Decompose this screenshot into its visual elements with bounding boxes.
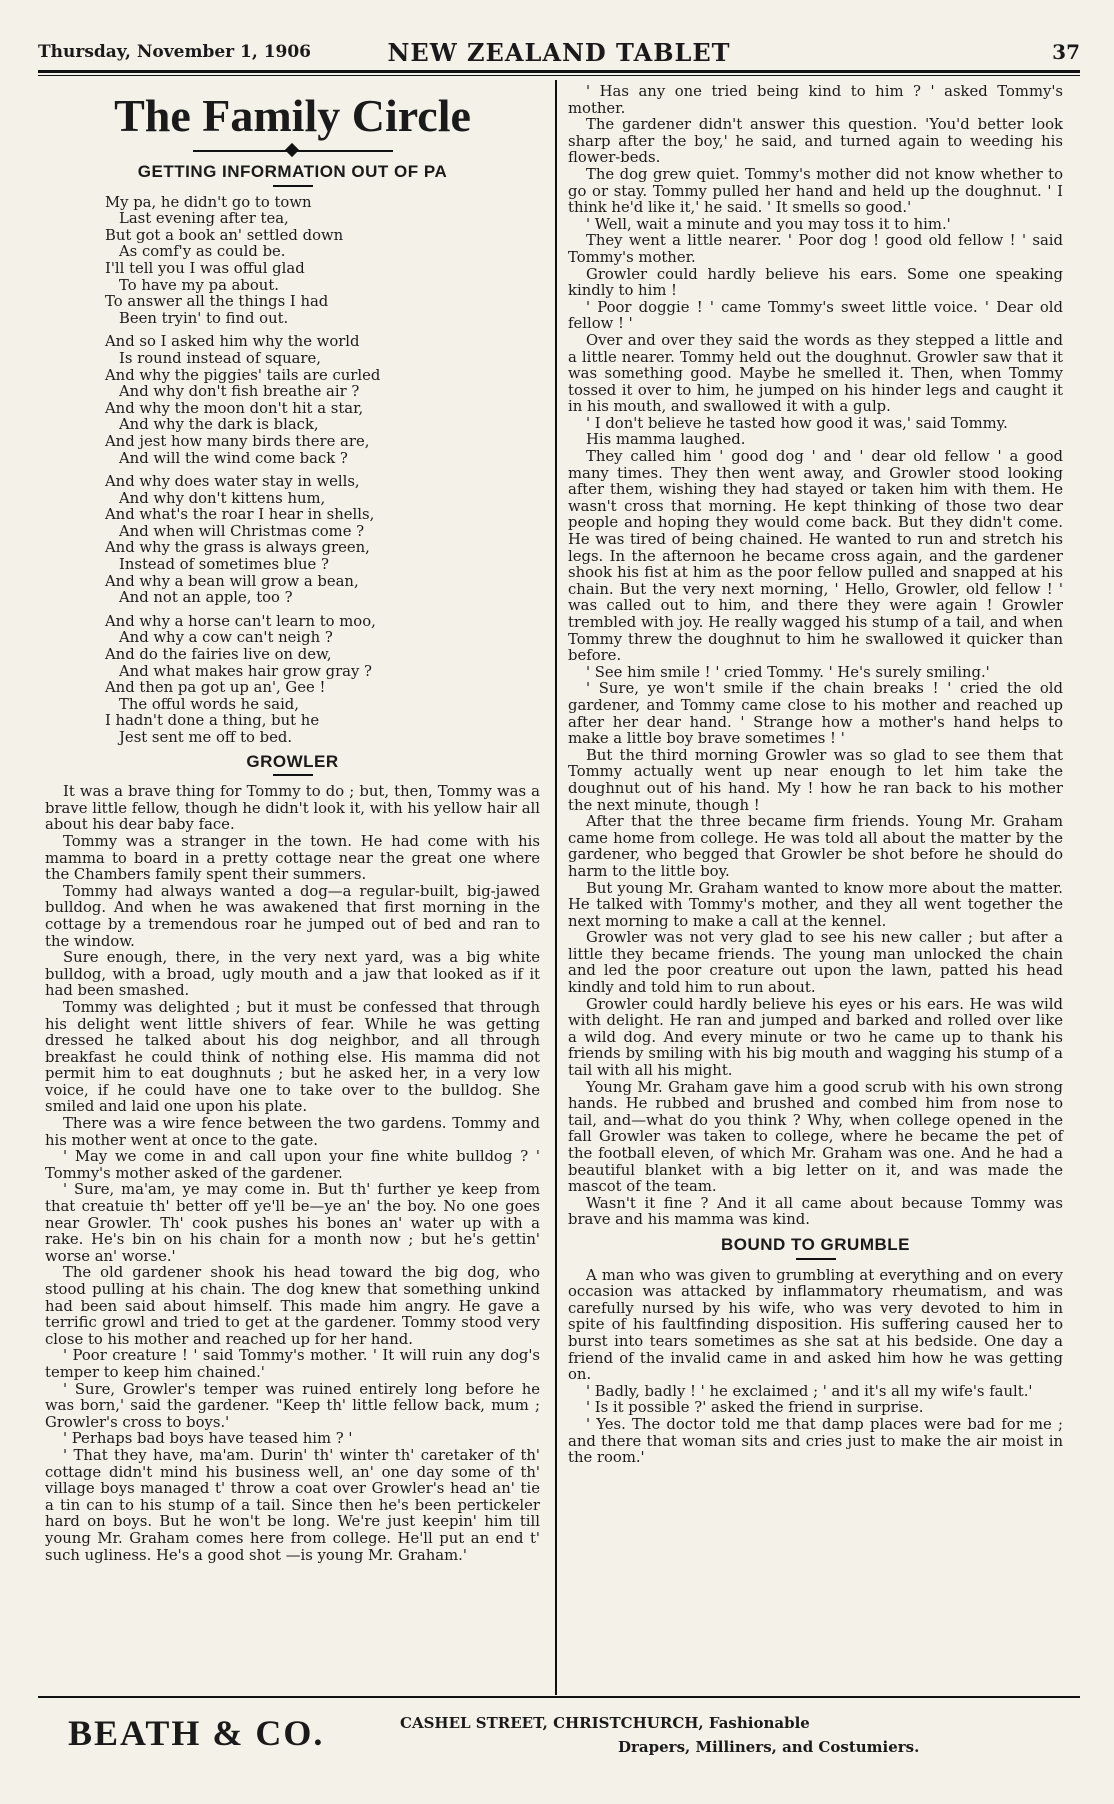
paragraph: ' Sure, Growler's temper was ruined entirely long before he was born,' said the gardener. "Keep th' little fellow back, mum ; Growler's cross to boys.' — [45, 1380, 540, 1431]
ad-trades: Drapers, Milliners, and Costumiers. — [618, 1738, 920, 1756]
paragraph: They went a little nearer. ' Poor dog ! good old fellow ! ' said Tommy's mother. — [568, 232, 1063, 266]
poem-line: And why don't fish breathe air ? — [119, 383, 360, 401]
story-body — [45, 784, 540, 1564]
poem-title: GETTING INFORMATION OUT OF PA — [137, 162, 448, 181]
poem-stanza — [105, 474, 540, 607]
poem-line: And why a cow can't neigh ? — [119, 629, 333, 647]
poem-line: To answer all the things I had — [105, 293, 329, 311]
page-number: 37 — [1052, 40, 1080, 64]
paragraph: ' Sure, ye won't smile if the chain breaks ! ' cried the old gardener, and Tommy came close to his mother and reached up after her dear hand. ' Strange how a mother's hand helps to make a little boy brave sometimes ! ' — [568, 680, 1063, 748]
story-continued — [568, 84, 1063, 1229]
paragraph: The gardener didn't answer this question. 'You'd better look sharp after the boy,' he said, and turned again to weeding his flower-beds. — [568, 116, 1063, 167]
paragraph: ' See him smile ! ' cried Tommy. ' He's surely smiling.' — [586, 663, 990, 681]
issue-date: Thursday, November 1, 1906 — [38, 42, 312, 62]
paragraph: Sure enough, there, in the very next yard, was a big white bulldog, with a broad, ugly mouth and a jaw that looked as if it had been smashed. — [45, 949, 540, 1000]
poem-line: I'll tell you I was offul glad — [105, 259, 305, 277]
poem-line: And what makes hair grow gray ? — [119, 662, 372, 680]
poem-stanza — [105, 195, 540, 328]
paragraph: ' I don't believe he tasted how good it was,' said Tommy. — [586, 414, 1008, 432]
paragraph: ' Perhaps bad boys have teased him ? ' — [63, 1430, 353, 1448]
paragraph: Growler could hardly believe his ears. Some one speaking kindly to him ! — [568, 265, 1063, 300]
footer-rule — [38, 1696, 1080, 1698]
paragraph: ' Is it possible ?' asked the friend in surprise. — [586, 1399, 924, 1417]
poem-line: And why the grass is always green, — [105, 539, 370, 557]
paragraph: But young Mr. Graham wanted to know more about the matter. He talked with Tommy's mother, and they all went together the next morning to make a call at the kennel. — [568, 879, 1063, 930]
paragraph: ' Well, wait a minute and you may toss it to him.' — [586, 215, 951, 233]
paragraph: It was a brave thing for Tommy to do ; but, then, Tommy was a brave little fellow, though he didn't look it, with his yellow hair all about his dear baby face. — [45, 783, 540, 834]
paragraph: Over and over they said the words as they stepped a little and a little nearer. Tommy held out the doughnut. Growler saw that it was something good. Maybe he smelled it. Then, when Tommy tossed it over to him, he jumped on his hinder legs and caught it in his mouth, and swallowed it with a gulp. — [568, 331, 1063, 416]
paragraph: ' Poor creature ! ' said Tommy's mother. ' It will ruin any dog's temper to keep him chained.' — [45, 1347, 540, 1381]
paragraph: Tommy was a stranger in the town. He had come with his mamma to board in a pretty cottage near the great one where the Chambers family spent their summers. — [45, 832, 540, 884]
paragraph: ' Poor doggie ! ' came Tommy's sweet little voice. ' Dear old fellow ! ' — [568, 298, 1063, 333]
story-title: GROWLER — [246, 751, 339, 771]
paragraph: ' Badly, badly ! ' he exclaimed ; ' and it's all my wife's fault.' — [586, 1382, 1033, 1400]
poem-line: And why the moon don't hit a star, — [105, 399, 364, 417]
paragraph: Tommy was delighted ; but it must be confessed that through his delight went little shivers of fear. While he was getting dressed he talked about his dog neighbor, and all through breakfast he could think of nothing else. His mamma did not permit him to eat doughnuts ; but he asked her, in a very low voice, if he could have one to take over to the bulldog. She smiled and laid one upon his plate. — [45, 998, 540, 1116]
poem-line: And why a horse can't learn to moo, — [105, 612, 376, 630]
paragraph: Young Mr. Graham gave him a good scrub with his own strong hands. He rubbed and brushed and combed him from nose to tail, and—what do you think ? Why, when college opened in the fall Growler was taken to college, where he became the pet of the football eleven, of which Mr. Graham was one. And he had a beautiful blanket with a big letter on it, and was made the mascot of the team. — [568, 1078, 1063, 1196]
poem-line: And why the dark is black, — [119, 416, 319, 434]
paragraph: Tommy had always wanted a dog—a regular-built, big-jawed bulldog. And when he was awakened that first morning in the cottage by a tremendous roar he jumped out of bed and ran to the window. — [45, 882, 540, 950]
story-title-rule — [273, 774, 313, 776]
poem-line: And why the piggies' tails are curled — [105, 366, 381, 384]
poem-line: Is round instead of square, — [119, 349, 321, 367]
poem-line: And why does water stay in wells, — [105, 473, 360, 491]
title-ornament — [193, 144, 393, 158]
paragraph: ' Has any one tried being kind to him ? ' asked Tommy's mother. — [568, 83, 1063, 117]
story2-body — [568, 1268, 1063, 1467]
poem-stanza — [105, 614, 540, 747]
paragraph: The dog grew quiet. Tommy's mother did not know whether to go or stay. Tommy pulled her hand and held up the doughnut. ' I think he'd like it,' he said. ' It smells so good.' — [568, 165, 1063, 217]
poem-stanza — [105, 334, 540, 467]
poem-line: And not an apple, too ? — [119, 589, 293, 607]
paragraph: ' That they have, ma'am. Durin' th' winter th' caretaker of th' cottage didn't mind his business well, an' one day some of th' village boys managed t' throw a coat over Growler's head an' tie a tin can to his stump of a tail. Since then he's been pertickeler hard on boys. But he won't be long. We're just keepin' him till young Mr. Graham comes here from college. He'll put an end t' such ugliness. He's a good shot —is young Mr. Graham.' — [45, 1446, 540, 1564]
poem-line: Last evening after tea, — [119, 210, 289, 228]
poem-line: To have my pa about. — [119, 276, 279, 294]
story2-title: BOUND TO GRUMBLE — [720, 1234, 910, 1254]
poem-line: And so I asked him why the world — [105, 333, 360, 351]
left-column — [45, 84, 540, 1564]
poem-line: And when will Christmas come ? — [119, 522, 365, 540]
newspaper-title: NEW ZEALAND TABLET — [387, 38, 731, 67]
page-header — [38, 38, 1080, 68]
column-divider — [555, 80, 557, 1695]
right-column — [568, 84, 1063, 1467]
poem-line: But got a book an' settled down — [105, 226, 344, 244]
poem-line: And what's the roar I hear in shells, — [105, 506, 375, 524]
ad-address: CASHEL STREET, CHRISTCHURCH, Fashionable — [400, 1714, 810, 1732]
poem-line: And will the wind come back ? — [119, 449, 348, 467]
paragraph: ' Sure, ma'am, ye may come in. But th' further ye keep from that creatuie th' better off ye'll be—ye an' the boy. No one goes near Growler. Th' cook pushes his bones an' water up with a rake. He's bin on his chain for a month now ; but he's gettin' worse an' worse.' — [45, 1181, 540, 1265]
poem-line: And jest how many birds there are, — [105, 432, 370, 450]
poem-line: As comf'y as could be. — [119, 243, 286, 261]
paragraph: A man who was given to grumbling at everything and on every occasion was attacked by inflammatory rheumatism, and was carefully nursed by his wife, who was very devoted to him in spite of his faultfinding disposition. His suffering caused her to burst into tears sometimes as she sat at his bedside. One day a friend of the invalid came in and asked him how he was getting on. — [568, 1266, 1063, 1384]
paragraph: Growler was not very glad to see his new caller ; but after a little they became friends. The young man unlocked the chain and led the poor creature out upon the lawn, patted his head kindly and told him to run about. — [568, 929, 1063, 997]
paragraph: His mamma laughed. — [586, 431, 746, 449]
poem — [105, 195, 540, 747]
paragraph: There was a wire fence between the two gardens. Tommy and his mother went at once to the gate. — [45, 1115, 540, 1149]
poem-line: The offul words he said, — [119, 695, 299, 713]
ad-brand: BEATH & CO. — [68, 1713, 325, 1753]
section-title: The Family Circle — [114, 90, 471, 141]
paragraph: Growler could hardly believe his eyes or his ears. He was wild with delight. He ran and jumped and barked and rolled over like a wild dog. And every minute or two he came up to thank his friends by smiling with his big mouth and wagging his stump of a tail with all his might. — [568, 995, 1063, 1080]
paragraph: Wasn't it fine ? And it all came about because Tommy was brave and his mamma was kind. — [568, 1194, 1063, 1229]
poem-line: I hadn't done a thing, but he — [105, 712, 320, 730]
poem-line: Jest sent me off to bed. — [119, 729, 293, 746]
paragraph: ' May we come in and call upon your fine white bulldog ? ' Tommy's mother asked of the gardener. — [45, 1148, 540, 1182]
poem-line: And why don't kittens hum, — [119, 489, 326, 507]
paragraph: But the third morning Growler was so glad to see them that Tommy actually went up near enough to let him take the doughnut out of his hand. My ! how he ran back to his mother the next minute, though ! — [568, 746, 1063, 814]
story2-title-rule — [796, 1258, 836, 1260]
poem-line: And why a bean will grow a bean, — [105, 572, 359, 590]
paragraph: They called him ' good dog ' and ' dear old fellow ' a good many times. They then went away, and Growler stood looking after them, wishing they had stayed or taken him with them. He wasn't cross that morning. He kept thinking of those two dear people and hoping they would come back. But they didn't come. He was tired of being chained. He wanted to run and stretch his legs. In the afternoon he became cross again, and the gardener shook his fist at him as the poor fellow pulled and snapped at his chain. But the very next morning, ' Hello, Growler, old fellow ! ' was called out to him, and there they were again ! Growler trembled with joy. He really wagged his stump of a tail, and when Tommy threw the doughnut to him he swallowed it quicker than before. — [568, 448, 1063, 665]
paragraph: After that the three became firm friends. Young Mr. Graham came home from college. He was told all about the matter by the gardener, who begged that Growler be shot before he should do harm to the little boy. — [568, 813, 1063, 880]
poem-line: Been tryin' to find out. — [119, 309, 289, 327]
header-rule-thin — [38, 75, 1080, 76]
poem-line: My pa, he didn't go to town — [105, 193, 312, 211]
paragraph: ' Yes. The doctor told me that damp places were bad for me ; and there that woman sits and cries just to make the air moist in the room.' — [568, 1415, 1063, 1467]
advertisement — [38, 1700, 1080, 1760]
poem-title-rule — [273, 185, 313, 187]
header-rule — [38, 70, 1080, 73]
poem-line: And do the fairies live on dew, — [105, 646, 332, 664]
poem-line: Instead of sometimes blue ? — [119, 556, 329, 574]
poem-line: And then pa got up an', Gee ! — [105, 679, 326, 697]
paragraph: The old gardener shook his head toward the big dog, who stood pulling at his chain. The dog knew that something unkind had been said about himself. This made him angry. He gave a terrific growl and tried to get at the gardener. Tommy stood very close to his mother and reached up for her hand. — [45, 1264, 540, 1348]
